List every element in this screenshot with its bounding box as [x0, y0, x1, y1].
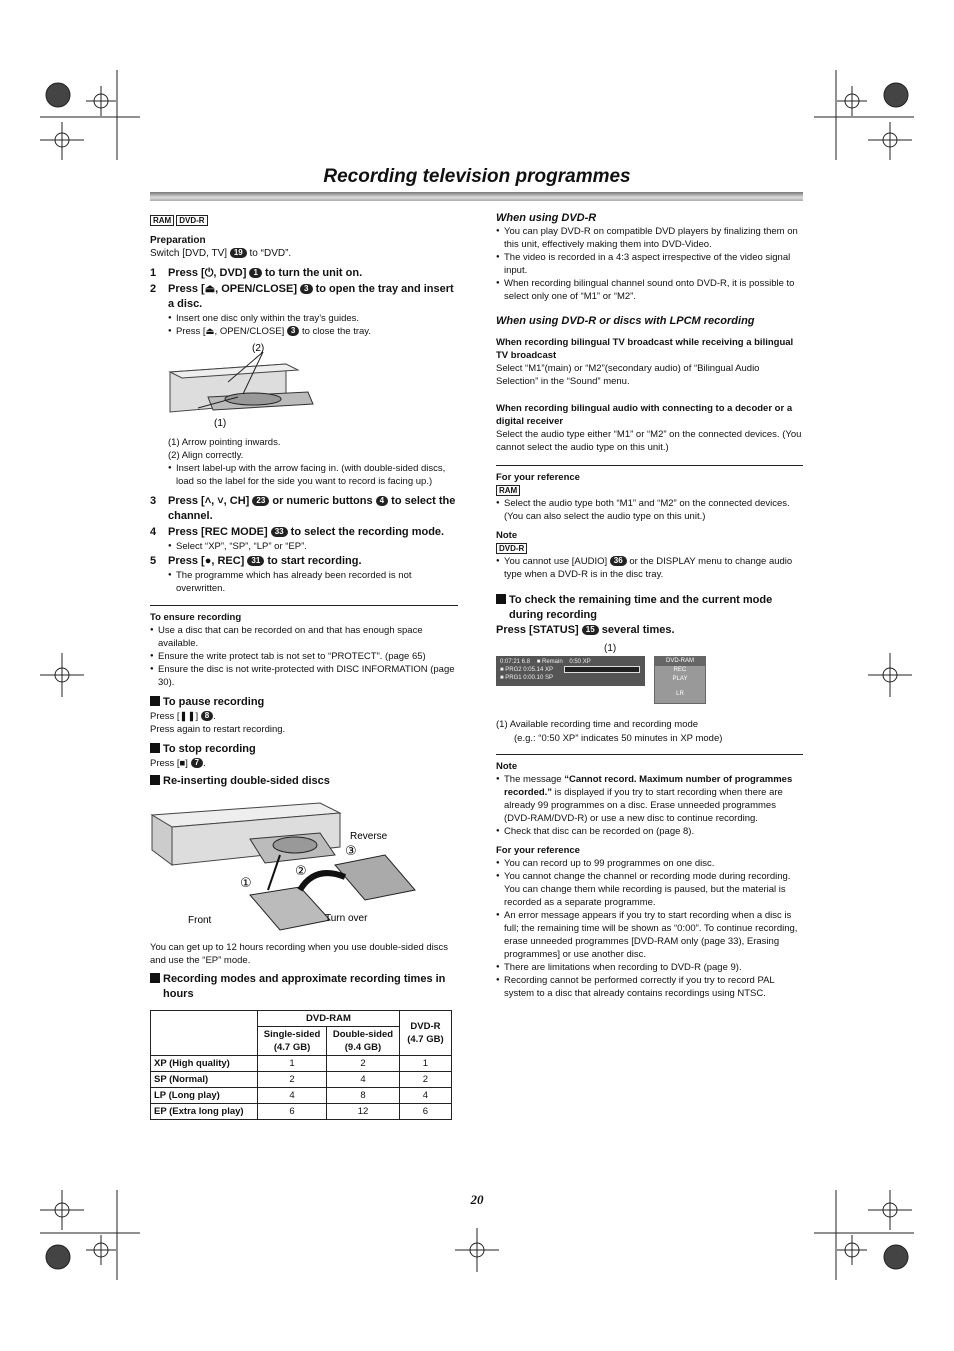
bil-dec-text: Select the audio type either “M1” or “M2” on the connected devices. (You cannot select the audio type on this unit.)	[496, 429, 802, 453]
osd-label: (1)	[604, 643, 617, 654]
fig1-note-2: (2) Align correctly.	[168, 450, 244, 461]
note2-bullet-2: ● Check that disc can be recorded on (page 8).	[496, 825, 803, 838]
table-row: XP (High quality) 1 2 1	[151, 1056, 452, 1072]
table-row: EP (Extra long play) 6 12 6	[151, 1104, 452, 1120]
note-head: Note	[496, 530, 518, 541]
th-dvdram: DVD-RAM	[258, 1011, 400, 1027]
ref2-bullet-5: ● Recording cannot be performed correctly if you try to record PAL system to a disc that already contains recordings using NTSC.	[496, 974, 803, 1000]
bil-tv-head: When recording bilingual TV broadcast while receiving a bilingual TV broadcast	[496, 337, 794, 361]
page-title: Recording television programmes	[323, 166, 631, 187]
divider	[496, 754, 803, 755]
table-row: LP (Long play) 4 8 4	[151, 1088, 452, 1104]
ref2-bullet-1: ● You can record up to 99 programmes on one disc.	[496, 857, 803, 870]
recording-modes-table	[150, 1010, 452, 1120]
right-column	[496, 212, 803, 1000]
fig2-circle-2: ②	[295, 864, 307, 879]
ref2-bullet-3: ● An error message appears if you try to start recording when a disc is full; the remaining time will be shown as “0:00”. To continue recording, erase unneeded programmes [DVD-RAM only (page 33), Erasing programmes] or use another disc.	[496, 909, 803, 961]
note2-head: Note	[496, 761, 518, 772]
step-4: 4 Press [REC MODE] 33 to select the recording mode.	[150, 526, 445, 538]
double-sided-text: You can get up to 12 hours recording when you use double-sided discs and use the “EP” mode.	[150, 942, 449, 966]
dvdr-head: When using DVD-R	[496, 212, 597, 224]
dvdr-bullet-3: ● When recording bilingual channel sound onto DVD-R, it is possible to select only one of “M1” or “M2”.	[496, 277, 803, 303]
ref2-bullet-2: ● You cannot change the channel or recording mode during recording. You can change them while recording is paused, but the material is recorded as a separate programme.	[496, 870, 803, 909]
osd-note-2: (e.g.: “0:50 XP” indicates 50 minutes in XP mode)	[514, 733, 723, 744]
fig1-label-1: (1)	[214, 418, 227, 429]
fig1-note-1: (1) Arrow pointing inwards.	[168, 437, 281, 448]
disc-insert-illustration	[168, 342, 328, 432]
ensure-head: To ensure recording	[150, 612, 242, 623]
page-number: 20	[470, 1192, 484, 1207]
dvdr-bullet-2: ● The video is recorded in a 4:3 aspect irrespective of the video signal input.	[496, 251, 803, 277]
stop-head: To stop recording	[150, 742, 458, 757]
modes-head: Recording modes and approximate recording times in hours	[150, 972, 458, 1002]
ensure-bullet-2: ● Ensure the write protect tab is not set to “PROTECT”. (page 65)	[150, 650, 458, 663]
stop-text: Press [■] 7 .	[150, 758, 206, 769]
step2-bullet-1: ● Insert one disc only within the tray’s guides.	[168, 312, 458, 325]
note2-bullet-1: ● The message “Cannot record. Maximum number of programmes recorded.” is displayed if you try to start recording when there are already 99 programmes on a disc. Erase unneeded programmes (DVD-RAM/DVD-R) or use a new disc to continue recording.	[496, 773, 803, 825]
preparation-text: Switch [DVD, TV] 19 to “DVD”.	[150, 248, 292, 259]
pause-head: To pause recording	[150, 695, 458, 710]
ref-head: For your reference	[496, 472, 580, 483]
preparation-head: Preparation	[150, 235, 206, 246]
fig1-bullet: ● Insert label-up with the arrow facing in. (with double-sided discs, load so the label for the side you want to record is facing up.)	[168, 462, 458, 488]
badge-ram: RAM	[150, 215, 174, 226]
status-osd	[496, 642, 803, 712]
fig2-circle-3: ③	[345, 844, 357, 859]
ref-bullet: ● Select the audio type both “M1” and “M2” on the connected devices. (You can also select the audio type on this unit.)	[496, 497, 803, 523]
divider	[150, 605, 458, 606]
divider	[496, 465, 803, 466]
dvdr-bullet-1: ● You can play DVD-R on compatible DVD players by finalizing them on this unit, effectively making them into DVD-Video.	[496, 225, 803, 251]
th-double: Double-sided (9.4 GB)	[327, 1027, 400, 1056]
osd-bar: 0:07:21 6.8 ■ Remain 0:50 XP ■ PRG2 0:05.14 XP ■ PRG1 0:00.10 SP	[496, 656, 645, 686]
th-dvdr: DVD-R (4.7 GB)	[399, 1011, 451, 1056]
check-press: Press [STATUS] 15 several times.	[496, 624, 675, 636]
check-head: To check the remaining time and the current mode during recording	[496, 593, 803, 623]
badge-dvdr: DVD-R	[176, 215, 207, 226]
ensure-bullet-1: ● Use a disc that can be recorded on and that has enough space available.	[150, 624, 458, 650]
table-row: SP (Normal) 2 4 2	[151, 1072, 452, 1088]
fig2-turn-over: Turn over	[325, 913, 368, 924]
note-bullet: ● You cannot use [AUDIO] 36 or the DISPLAY menu to change audio type when a DVD-R is in the disc tray.	[496, 555, 803, 581]
title-rule	[150, 192, 803, 201]
step-5: 5 Press [●, REC] 31 to start recording.	[150, 555, 362, 567]
fig2-circle-1: ①	[240, 876, 252, 891]
lpcm-head: When using DVD-R or discs with LPCM recording	[496, 315, 755, 327]
pause-text: Press [❚❚] 8 .	[150, 711, 216, 722]
fig2-reverse: Reverse	[350, 831, 388, 842]
note-badge: DVD-R	[496, 543, 527, 554]
ref2-bullet-4: ● There are limitations when recording to DVD-R (page 9).	[496, 961, 803, 974]
osd-note-1: (1) Available recording time and recording mode	[496, 719, 699, 730]
ensure-bullet-3: ● Ensure the disc is not write-protected with DISC INFORMATION (page 30).	[150, 663, 458, 689]
fig1-label-2: (2)	[252, 343, 265, 354]
fig2-front: Front	[188, 915, 212, 926]
pause-text-2: Press again to restart recording.	[150, 724, 286, 735]
th-single: Single-sided (4.7 GB)	[258, 1027, 327, 1056]
osd-status-box: DVD-RAM REC PLAY LR	[654, 656, 706, 704]
step-1: 1 Press [⏻, DVD] 1 to turn the unit on.	[150, 267, 363, 279]
left-column	[150, 214, 458, 1120]
step-3: 3 Press [˄, ˅, CH] 23 or numeric buttons 4 to select the channel.	[150, 495, 456, 522]
ref2-head: For your reference	[496, 845, 580, 856]
step2-bullet-2: ● Press [⏏, OPEN/CLOSE] 3 to close the tray.	[168, 325, 458, 338]
bil-dec-head: When recording bilingual audio with connecting to a decoder or a digital receiver	[496, 403, 793, 427]
step4-bullet: ● Select “XP”, “SP”, “LP” or “EP”.	[168, 540, 458, 553]
step5-bullet: ● The programme which has already been recorded is not overwritten.	[168, 569, 458, 595]
ref-badge: RAM	[496, 485, 520, 496]
step-2: 2 Press [⏏, OPEN/CLOSE] 3 to open the tray and insert a disc.	[150, 283, 454, 310]
bil-tv-text: Select “M1”(main) or “M2”(secondary audio) of “Bilingual Audio Selection” in the “Sound” menu.	[496, 363, 760, 387]
reinsert-head: Re-inserting double-sided discs	[150, 774, 458, 789]
double-sided-disc-illustration	[150, 795, 450, 935]
